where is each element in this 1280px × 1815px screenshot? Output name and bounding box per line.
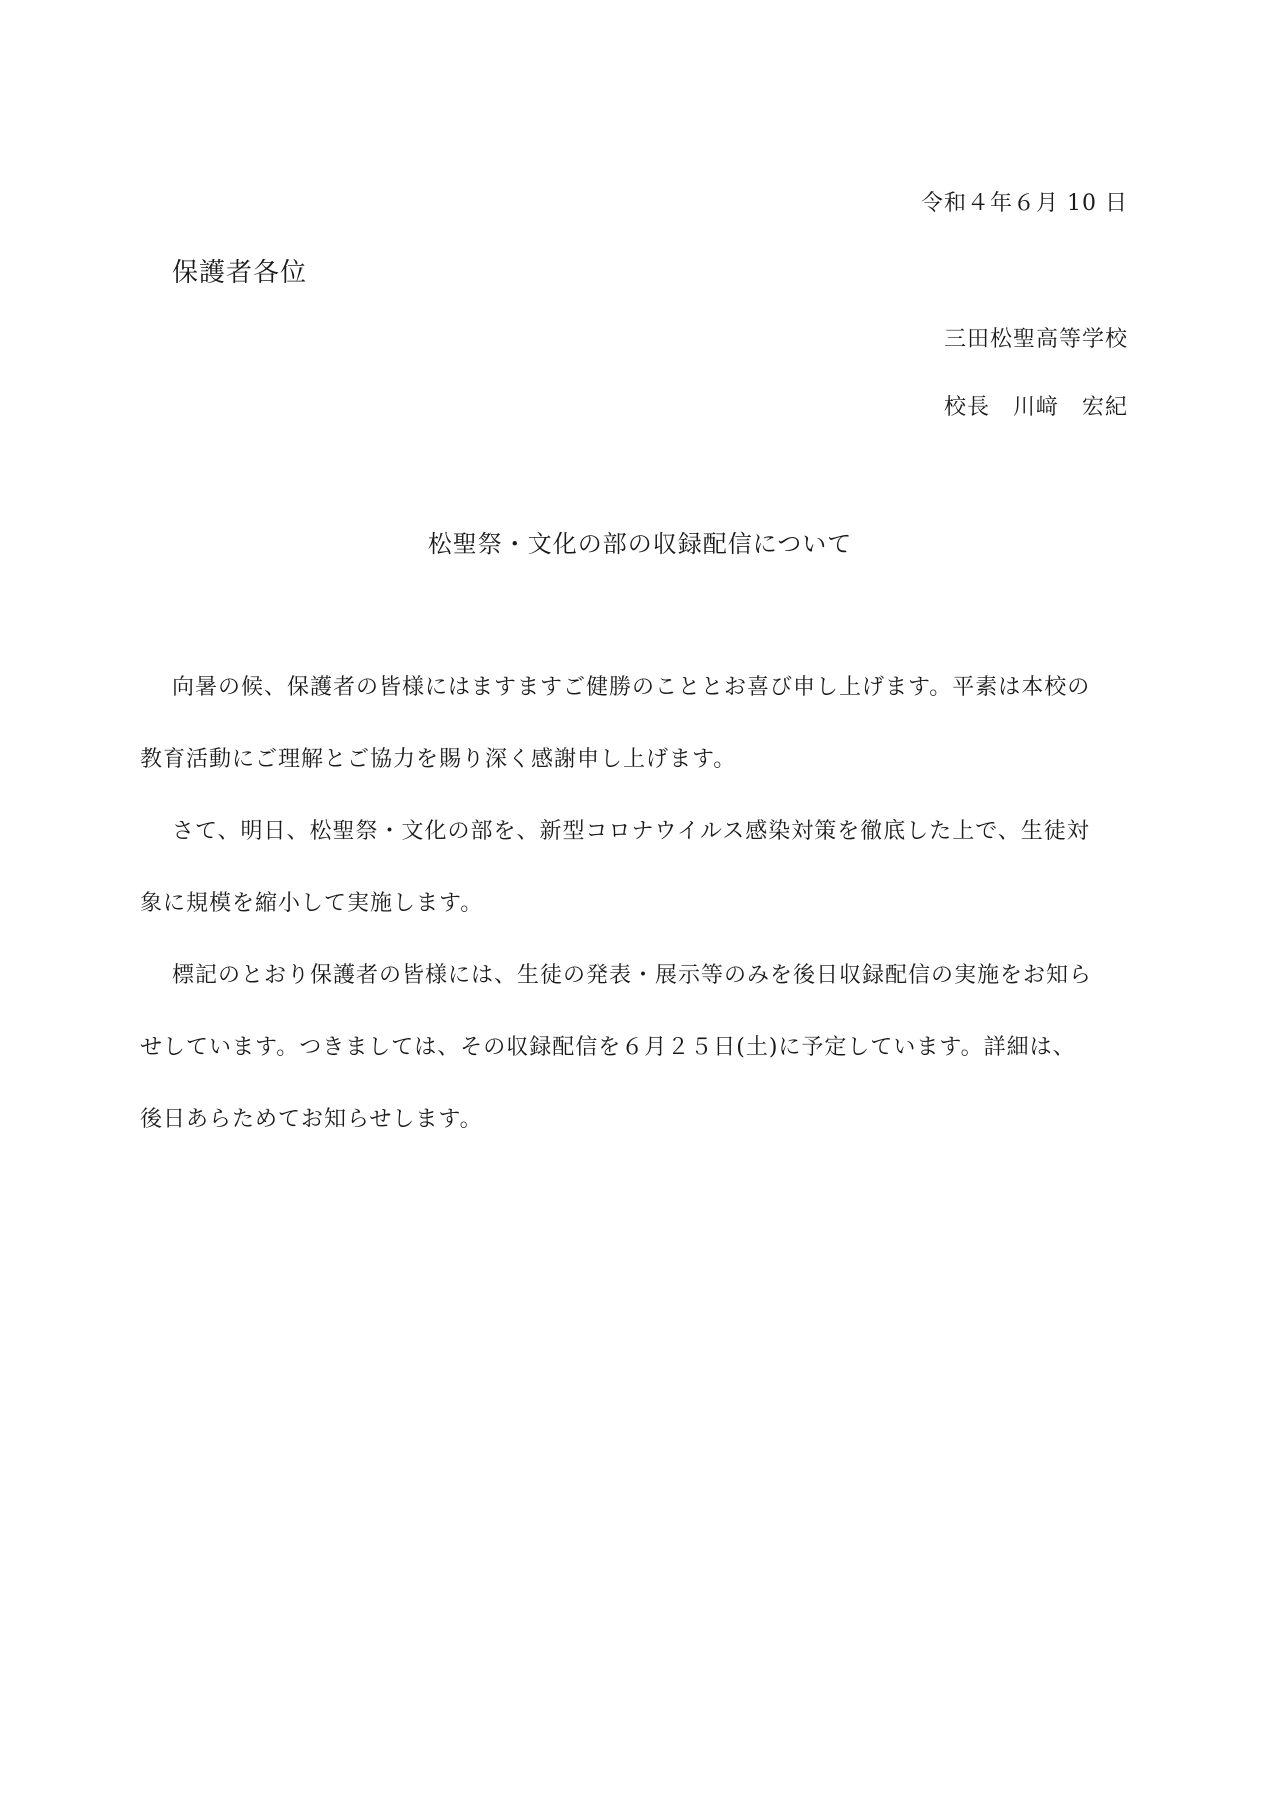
- document-title: 松聖祭・文化の部の収録配信について: [427, 530, 853, 558]
- body-line: せしています。つきましては、その収録配信を６月２５日(土)に予定しています。詳細は、: [140, 1035, 1076, 1060]
- body-line: 後日あらためてお知らせします。: [140, 1107, 483, 1132]
- body-line: 象に規模を縮小して実施します。: [140, 891, 484, 916]
- principal-name: 校長 川﨑 宏紀: [943, 395, 1128, 420]
- school-name: 三田松聖高等学校: [943, 327, 1128, 352]
- addressee: 保護者各位: [172, 258, 308, 288]
- body-line: さて、明日、松聖祭・文化の部を、新型コロナウイルス感染対策を徹底した上で、生徒対: [172, 819, 1090, 844]
- body-line: 標記のとおり保護者の皆様には、生徒の発表・展示等のみを後日収録配信の実施をお知ら: [172, 963, 1093, 988]
- document-body: [140, 652, 1140, 1156]
- body-line: 教育活動にご理解とご協力を賜り深く感謝申し上げます。: [140, 747, 737, 772]
- document-date: 令和４年６月 10 日: [921, 191, 1128, 216]
- body-line: 向暑の候、保護者の皆様にはますますご健勝のこととお喜び申し上げます。平素は本校の: [172, 675, 1091, 700]
